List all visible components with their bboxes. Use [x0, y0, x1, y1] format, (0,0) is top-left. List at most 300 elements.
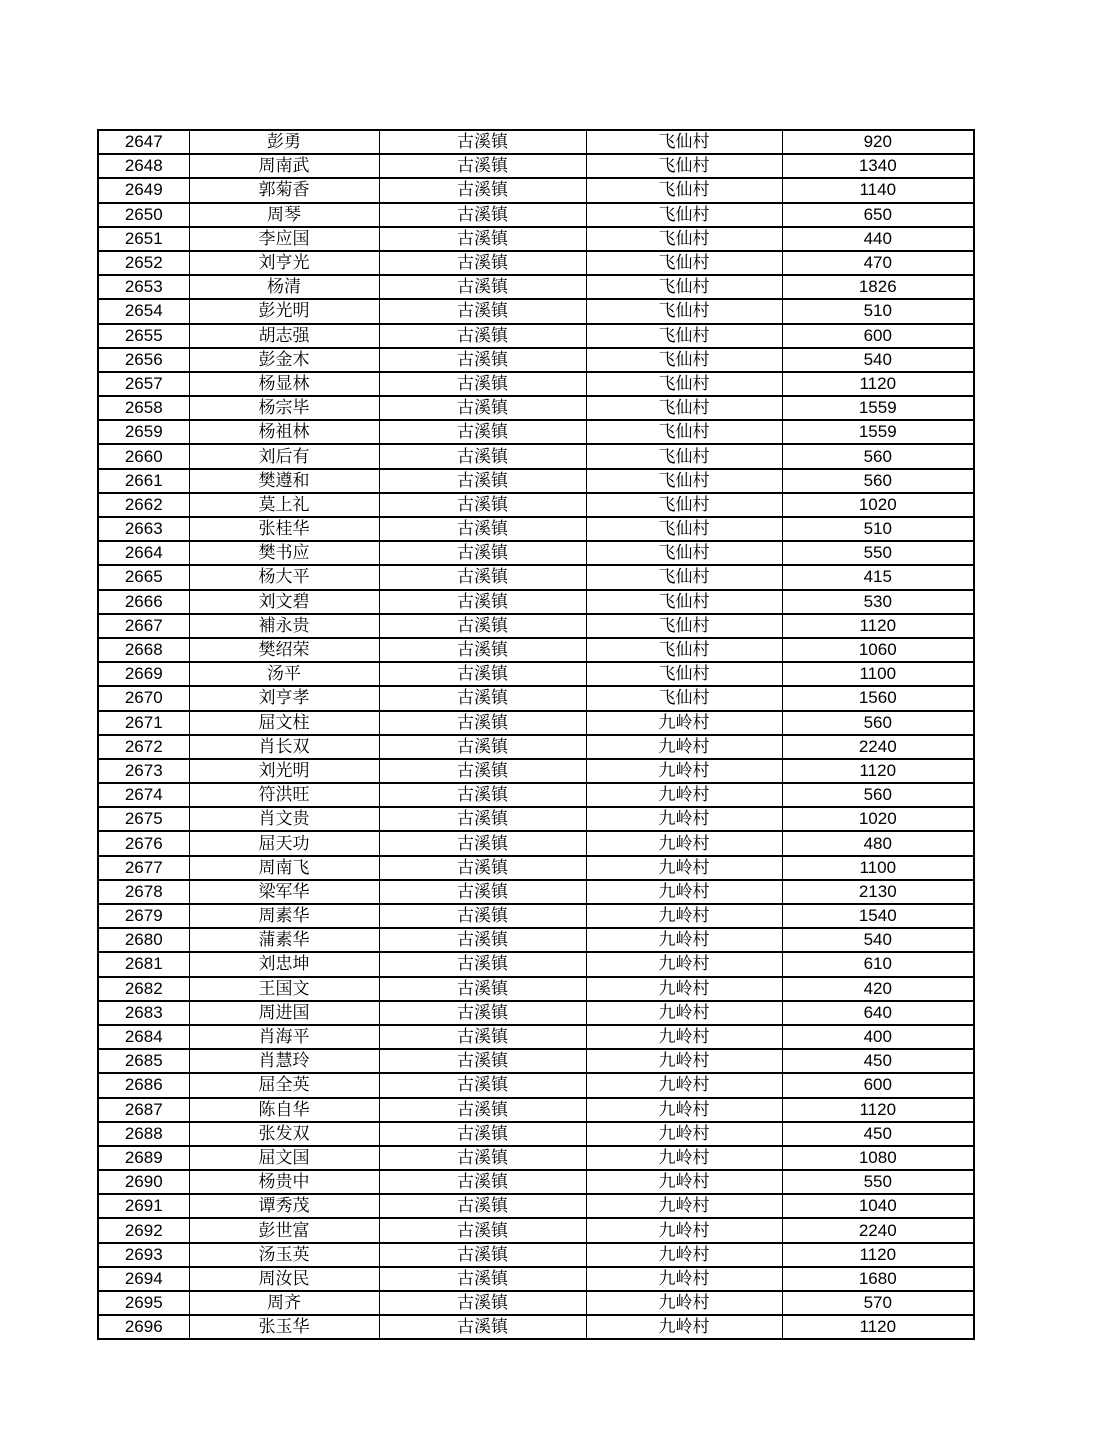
town-cell: 古溪镇 [379, 1073, 586, 1097]
name-cell: 莫上礼 [189, 493, 379, 517]
row-number-cell: 2689 [98, 1146, 189, 1170]
table-row [98, 299, 974, 323]
name-cell: 刘文碧 [189, 590, 379, 614]
name-cell: 周南武 [189, 154, 379, 178]
town-cell: 古溪镇 [379, 1194, 586, 1218]
village-cell: 九岭村 [586, 904, 782, 928]
name-cell: 刘亨孝 [189, 686, 379, 710]
row-number-cell: 2678 [98, 880, 189, 904]
village-cell: 飞仙村 [586, 614, 782, 638]
town-cell: 古溪镇 [379, 880, 586, 904]
amount-cell: 550 [782, 1170, 974, 1194]
name-cell: 肖文贵 [189, 807, 379, 831]
amount-cell: 2240 [782, 1218, 974, 1242]
name-cell: 杨大平 [189, 565, 379, 589]
village-cell: 飞仙村 [586, 251, 782, 275]
table-body [98, 130, 974, 1339]
amount-cell: 415 [782, 565, 974, 589]
village-cell: 飞仙村 [586, 372, 782, 396]
village-cell: 飞仙村 [586, 565, 782, 589]
village-cell: 九岭村 [586, 1025, 782, 1049]
table-row [98, 614, 974, 638]
name-cell: 张发双 [189, 1122, 379, 1146]
table-row [98, 1315, 974, 1339]
table-row [98, 904, 974, 928]
table-row [98, 1146, 974, 1170]
name-cell: 符洪旺 [189, 783, 379, 807]
table-row [98, 275, 974, 299]
row-number-cell: 2671 [98, 711, 189, 735]
village-cell: 九岭村 [586, 952, 782, 976]
name-cell: 汤玉英 [189, 1243, 379, 1267]
table-row [98, 1098, 974, 1122]
table-row [98, 154, 974, 178]
name-cell: 肖海平 [189, 1025, 379, 1049]
row-number-cell: 2669 [98, 662, 189, 686]
village-cell: 飞仙村 [586, 469, 782, 493]
row-number-cell: 2648 [98, 154, 189, 178]
amount-cell: 1020 [782, 807, 974, 831]
town-cell: 古溪镇 [379, 614, 586, 638]
row-number-cell: 2674 [98, 783, 189, 807]
village-cell: 九岭村 [586, 1001, 782, 1025]
town-cell: 古溪镇 [379, 178, 586, 202]
name-cell: 郭菊香 [189, 178, 379, 202]
name-cell: 屈全英 [189, 1073, 379, 1097]
data-table [97, 129, 975, 1340]
name-cell: 肖慧玲 [189, 1049, 379, 1073]
village-cell: 九岭村 [586, 759, 782, 783]
village-cell: 九岭村 [586, 1073, 782, 1097]
row-number-cell: 2668 [98, 638, 189, 662]
village-cell: 飞仙村 [586, 420, 782, 444]
amount-cell: 420 [782, 977, 974, 1001]
row-number-cell: 2675 [98, 807, 189, 831]
village-cell: 九岭村 [586, 1194, 782, 1218]
name-cell: 補永贵 [189, 614, 379, 638]
name-cell: 屈天功 [189, 831, 379, 855]
town-cell: 古溪镇 [379, 1243, 586, 1267]
name-cell: 周汝民 [189, 1267, 379, 1291]
town-cell: 古溪镇 [379, 1315, 586, 1339]
town-cell: 古溪镇 [379, 1146, 586, 1170]
row-number-cell: 2691 [98, 1194, 189, 1218]
name-cell: 汤平 [189, 662, 379, 686]
name-cell: 蒲素华 [189, 928, 379, 952]
row-number-cell: 2650 [98, 203, 189, 227]
amount-cell: 1340 [782, 154, 974, 178]
amount-cell: 1559 [782, 396, 974, 420]
village-cell: 飞仙村 [586, 299, 782, 323]
row-number-cell: 2693 [98, 1243, 189, 1267]
name-cell: 谭秀茂 [189, 1194, 379, 1218]
amount-cell: 920 [782, 130, 974, 154]
table-row [98, 856, 974, 880]
row-number-cell: 2690 [98, 1170, 189, 1194]
row-number-cell: 2658 [98, 396, 189, 420]
town-cell: 古溪镇 [379, 952, 586, 976]
amount-cell: 560 [782, 469, 974, 493]
town-cell: 古溪镇 [379, 1218, 586, 1242]
town-cell: 古溪镇 [379, 904, 586, 928]
town-cell: 古溪镇 [379, 227, 586, 251]
table-row [98, 759, 974, 783]
table-row [98, 1291, 974, 1315]
name-cell: 周素华 [189, 904, 379, 928]
amount-cell: 450 [782, 1122, 974, 1146]
name-cell: 樊书应 [189, 541, 379, 565]
town-cell: 古溪镇 [379, 856, 586, 880]
town-cell: 古溪镇 [379, 517, 586, 541]
name-cell: 肖长双 [189, 735, 379, 759]
village-cell: 飞仙村 [586, 662, 782, 686]
name-cell: 张玉华 [189, 1315, 379, 1339]
town-cell: 古溪镇 [379, 396, 586, 420]
table-row [98, 928, 974, 952]
row-number-cell: 2660 [98, 444, 189, 468]
town-cell: 古溪镇 [379, 928, 586, 952]
town-cell: 古溪镇 [379, 783, 586, 807]
name-cell: 屈文国 [189, 1146, 379, 1170]
table-row [98, 1025, 974, 1049]
amount-cell: 610 [782, 952, 974, 976]
row-number-cell: 2696 [98, 1315, 189, 1339]
amount-cell: 1100 [782, 856, 974, 880]
table-row [98, 130, 974, 154]
village-cell: 九岭村 [586, 1170, 782, 1194]
amount-cell: 1120 [782, 1098, 974, 1122]
village-cell: 飞仙村 [586, 348, 782, 372]
amount-cell: 1680 [782, 1267, 974, 1291]
row-number-cell: 2667 [98, 614, 189, 638]
village-cell: 飞仙村 [586, 130, 782, 154]
village-cell: 九岭村 [586, 977, 782, 1001]
row-number-cell: 2657 [98, 372, 189, 396]
name-cell: 樊遵和 [189, 469, 379, 493]
name-cell: 王国文 [189, 977, 379, 1001]
row-number-cell: 2666 [98, 590, 189, 614]
village-cell: 九岭村 [586, 880, 782, 904]
town-cell: 古溪镇 [379, 203, 586, 227]
village-cell: 飞仙村 [586, 227, 782, 251]
table-row [98, 880, 974, 904]
table-row [98, 590, 974, 614]
table-row [98, 807, 974, 831]
row-number-cell: 2655 [98, 324, 189, 348]
name-cell: 李应国 [189, 227, 379, 251]
amount-cell: 560 [782, 444, 974, 468]
amount-cell: 1120 [782, 1315, 974, 1339]
amount-cell: 550 [782, 541, 974, 565]
amount-cell: 1020 [782, 493, 974, 517]
row-number-cell: 2662 [98, 493, 189, 517]
name-cell: 彭金木 [189, 348, 379, 372]
town-cell: 古溪镇 [379, 541, 586, 565]
table-row [98, 1122, 974, 1146]
name-cell: 刘后有 [189, 444, 379, 468]
table-row [98, 638, 974, 662]
amount-cell: 540 [782, 928, 974, 952]
name-cell: 周进国 [189, 1001, 379, 1025]
town-cell: 古溪镇 [379, 130, 586, 154]
village-cell: 飞仙村 [586, 396, 782, 420]
table-row [98, 541, 974, 565]
village-cell: 飞仙村 [586, 203, 782, 227]
town-cell: 古溪镇 [379, 1098, 586, 1122]
table-row [98, 251, 974, 275]
row-number-cell: 2681 [98, 952, 189, 976]
row-number-cell: 2665 [98, 565, 189, 589]
amount-cell: 440 [782, 227, 974, 251]
town-cell: 古溪镇 [379, 735, 586, 759]
table-row [98, 1170, 974, 1194]
village-cell: 飞仙村 [586, 517, 782, 541]
table-row [98, 203, 974, 227]
town-cell: 古溪镇 [379, 711, 586, 735]
village-cell: 九岭村 [586, 1218, 782, 1242]
table-row [98, 517, 974, 541]
row-number-cell: 2663 [98, 517, 189, 541]
village-cell: 飞仙村 [586, 154, 782, 178]
amount-cell: 480 [782, 831, 974, 855]
amount-cell: 1120 [782, 372, 974, 396]
row-number-cell: 2673 [98, 759, 189, 783]
town-cell: 古溪镇 [379, 299, 586, 323]
name-cell: 胡志强 [189, 324, 379, 348]
name-cell: 彭世富 [189, 1218, 379, 1242]
name-cell: 刘光明 [189, 759, 379, 783]
town-cell: 古溪镇 [379, 444, 586, 468]
town-cell: 古溪镇 [379, 1291, 586, 1315]
name-cell: 张桂华 [189, 517, 379, 541]
town-cell: 古溪镇 [379, 565, 586, 589]
table-row [98, 783, 974, 807]
amount-cell: 640 [782, 1001, 974, 1025]
amount-cell: 1540 [782, 904, 974, 928]
table-row [98, 977, 974, 1001]
town-cell: 古溪镇 [379, 420, 586, 444]
amount-cell: 530 [782, 590, 974, 614]
amount-cell: 1100 [782, 662, 974, 686]
village-cell: 九岭村 [586, 783, 782, 807]
amount-cell: 1559 [782, 420, 974, 444]
village-cell: 九岭村 [586, 856, 782, 880]
town-cell: 古溪镇 [379, 324, 586, 348]
row-number-cell: 2653 [98, 275, 189, 299]
village-cell: 九岭村 [586, 807, 782, 831]
village-cell: 九岭村 [586, 735, 782, 759]
town-cell: 古溪镇 [379, 759, 586, 783]
name-cell: 杨清 [189, 275, 379, 299]
village-cell: 飞仙村 [586, 590, 782, 614]
village-cell: 九岭村 [586, 1049, 782, 1073]
row-number-cell: 2661 [98, 469, 189, 493]
amount-cell: 2240 [782, 735, 974, 759]
amount-cell: 1826 [782, 275, 974, 299]
row-number-cell: 2654 [98, 299, 189, 323]
amount-cell: 650 [782, 203, 974, 227]
row-number-cell: 2680 [98, 928, 189, 952]
table-row [98, 348, 974, 372]
town-cell: 古溪镇 [379, 469, 586, 493]
row-number-cell: 2686 [98, 1073, 189, 1097]
table-row [98, 1218, 974, 1242]
amount-cell: 540 [782, 348, 974, 372]
row-number-cell: 2664 [98, 541, 189, 565]
row-number-cell: 2659 [98, 420, 189, 444]
row-number-cell: 2687 [98, 1098, 189, 1122]
row-number-cell: 2694 [98, 1267, 189, 1291]
name-cell: 周齐 [189, 1291, 379, 1315]
row-number-cell: 2682 [98, 977, 189, 1001]
table-row [98, 735, 974, 759]
table-row [98, 493, 974, 517]
table-row [98, 1073, 974, 1097]
row-number-cell: 2676 [98, 831, 189, 855]
town-cell: 古溪镇 [379, 831, 586, 855]
name-cell: 杨祖林 [189, 420, 379, 444]
name-cell: 杨贵中 [189, 1170, 379, 1194]
village-cell: 飞仙村 [586, 444, 782, 468]
table-row [98, 1001, 974, 1025]
village-cell: 九岭村 [586, 1098, 782, 1122]
town-cell: 古溪镇 [379, 1267, 586, 1291]
row-number-cell: 2647 [98, 130, 189, 154]
table-row [98, 396, 974, 420]
row-number-cell: 2683 [98, 1001, 189, 1025]
town-cell: 古溪镇 [379, 1170, 586, 1194]
village-cell: 飞仙村 [586, 324, 782, 348]
village-cell: 飞仙村 [586, 638, 782, 662]
village-cell: 九岭村 [586, 1243, 782, 1267]
table-row [98, 686, 974, 710]
name-cell: 樊绍荣 [189, 638, 379, 662]
row-number-cell: 2670 [98, 686, 189, 710]
village-cell: 飞仙村 [586, 178, 782, 202]
town-cell: 古溪镇 [379, 1001, 586, 1025]
row-number-cell: 2672 [98, 735, 189, 759]
table-row [98, 444, 974, 468]
town-cell: 古溪镇 [379, 1025, 586, 1049]
name-cell: 杨宗毕 [189, 396, 379, 420]
amount-cell: 450 [782, 1049, 974, 1073]
table-row [98, 227, 974, 251]
village-cell: 九岭村 [586, 1122, 782, 1146]
town-cell: 古溪镇 [379, 493, 586, 517]
table-row [98, 831, 974, 855]
village-cell: 九岭村 [586, 1315, 782, 1339]
row-number-cell: 2652 [98, 251, 189, 275]
village-cell: 九岭村 [586, 1146, 782, 1170]
name-cell: 梁军华 [189, 880, 379, 904]
table-row [98, 1267, 974, 1291]
village-cell: 九岭村 [586, 1291, 782, 1315]
village-cell: 飞仙村 [586, 275, 782, 299]
table-row [98, 469, 974, 493]
amount-cell: 470 [782, 251, 974, 275]
town-cell: 古溪镇 [379, 590, 586, 614]
amount-cell: 1120 [782, 1243, 974, 1267]
name-cell: 周南飞 [189, 856, 379, 880]
amount-cell: 1140 [782, 178, 974, 202]
table-row [98, 952, 974, 976]
amount-cell: 1120 [782, 759, 974, 783]
table-row [98, 1194, 974, 1218]
table-row [98, 711, 974, 735]
row-number-cell: 2695 [98, 1291, 189, 1315]
village-cell: 九岭村 [586, 831, 782, 855]
village-cell: 九岭村 [586, 711, 782, 735]
row-number-cell: 2688 [98, 1122, 189, 1146]
amount-cell: 1060 [782, 638, 974, 662]
amount-cell: 510 [782, 299, 974, 323]
amount-cell: 400 [782, 1025, 974, 1049]
name-cell: 杨显林 [189, 372, 379, 396]
town-cell: 古溪镇 [379, 348, 586, 372]
town-cell: 古溪镇 [379, 1122, 586, 1146]
village-cell: 九岭村 [586, 928, 782, 952]
town-cell: 古溪镇 [379, 638, 586, 662]
table-row [98, 1243, 974, 1267]
village-cell: 飞仙村 [586, 686, 782, 710]
town-cell: 古溪镇 [379, 1049, 586, 1073]
amount-cell: 1040 [782, 1194, 974, 1218]
table-row [98, 324, 974, 348]
row-number-cell: 2684 [98, 1025, 189, 1049]
name-cell: 彭光明 [189, 299, 379, 323]
amount-cell: 560 [782, 711, 974, 735]
row-number-cell: 2692 [98, 1218, 189, 1242]
amount-cell: 600 [782, 324, 974, 348]
town-cell: 古溪镇 [379, 977, 586, 1001]
table-row [98, 1049, 974, 1073]
table-row [98, 565, 974, 589]
row-number-cell: 2656 [98, 348, 189, 372]
village-cell: 九岭村 [586, 1267, 782, 1291]
town-cell: 古溪镇 [379, 807, 586, 831]
amount-cell: 2130 [782, 880, 974, 904]
name-cell: 周琴 [189, 203, 379, 227]
table-row [98, 178, 974, 202]
table-row [98, 372, 974, 396]
amount-cell: 570 [782, 1291, 974, 1315]
town-cell: 古溪镇 [379, 154, 586, 178]
name-cell: 屈文柱 [189, 711, 379, 735]
table-row [98, 662, 974, 686]
town-cell: 古溪镇 [379, 372, 586, 396]
row-number-cell: 2685 [98, 1049, 189, 1073]
town-cell: 古溪镇 [379, 686, 586, 710]
row-number-cell: 2677 [98, 856, 189, 880]
village-cell: 飞仙村 [586, 493, 782, 517]
row-number-cell: 2649 [98, 178, 189, 202]
town-cell: 古溪镇 [379, 251, 586, 275]
name-cell: 刘亨光 [189, 251, 379, 275]
name-cell: 刘忠坤 [189, 952, 379, 976]
table-row [98, 420, 974, 444]
name-cell: 彭勇 [189, 130, 379, 154]
amount-cell: 1080 [782, 1146, 974, 1170]
row-number-cell: 2651 [98, 227, 189, 251]
amount-cell: 560 [782, 783, 974, 807]
town-cell: 古溪镇 [379, 662, 586, 686]
row-number-cell: 2679 [98, 904, 189, 928]
amount-cell: 1560 [782, 686, 974, 710]
amount-cell: 510 [782, 517, 974, 541]
amount-cell: 1120 [782, 614, 974, 638]
town-cell: 古溪镇 [379, 275, 586, 299]
name-cell: 陈自华 [189, 1098, 379, 1122]
